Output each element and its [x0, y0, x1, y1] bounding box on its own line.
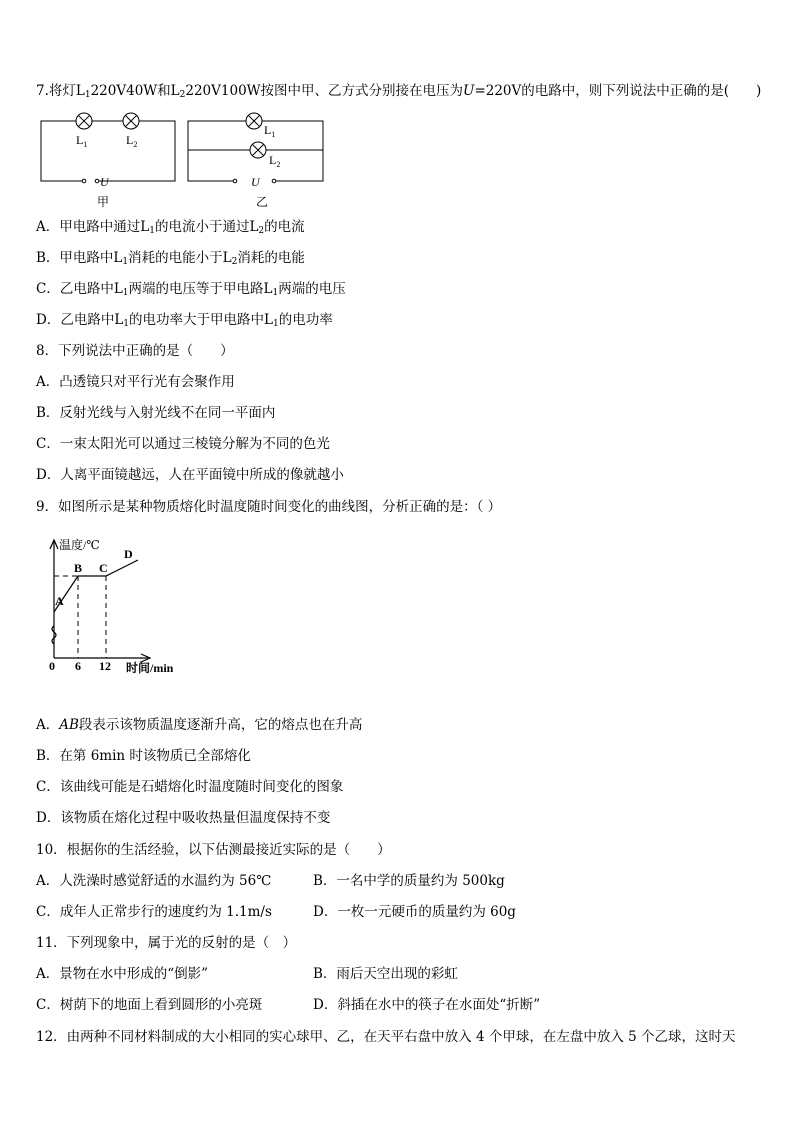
q11-option-b: B．雨后天空出现的彩虹: [313, 966, 458, 982]
q7-jia-bulb-l1: [76, 113, 92, 129]
q9-y-axis-label: 温度/℃: [59, 538, 100, 552]
q9-option-d: D．该物质在熔化过程中吸收热量但温度保持不变: [36, 810, 331, 826]
q7-jia-bulb-l2: [123, 113, 139, 129]
q7-yi-caption: 乙: [256, 195, 269, 208]
q11-option-d: D．斜插在水中的筷子在水面处“折断”: [313, 997, 541, 1013]
q9-tick-12: 12: [99, 659, 111, 673]
q9-point-a: A: [55, 594, 64, 608]
q10-option-d: D．一枚一元硬币的质量约为 60g: [313, 904, 516, 920]
q7-jia-caption: 甲: [97, 195, 110, 208]
q10-option-a: A．人洗澡时感觉舒适的水温约为 56℃: [36, 873, 272, 889]
q7-stem: 7.将灯$L_1220V40W$和$L_2220V100W$按图中甲、乙方式分别接在电压为U=220V的电路中，则下列说法中正确的是( ): [36, 83, 762, 100]
q7-yi-bulb-l2: [250, 142, 266, 158]
q8-option-c: C．一束太阳光可以通过三棱镜分解为不同的色光: [36, 436, 330, 452]
q9-option-c: C．该曲线可能是石蜡熔化时温度随时间变化的图象: [36, 779, 344, 795]
q9-tick-6: 6: [75, 659, 81, 673]
q7-option-a: A．甲电路中通过$L_1$的电流小于通过$L_2$的电流: [36, 219, 305, 236]
q7-option-d: D．乙电路中$L_1$的电功率大于甲电路中$L_1$的电功率: [36, 312, 333, 329]
q9-point-d: D: [124, 547, 133, 561]
q7-yi-l2-label: $L_2$: [269, 153, 281, 169]
q11-option-c: C．树荫下的地面上看到圆形的小亮斑: [36, 997, 263, 1013]
q9-option-b: B．在第 6min 时该物质已全部熔化: [36, 748, 251, 764]
q10-stem: 10．根据你的生活经验，以下估测最接近实际的是（ ）: [36, 842, 391, 858]
q8-option-a: A．凸透镜只对平行光有会聚作用: [36, 374, 235, 390]
q9-melting-graph: [30, 530, 230, 680]
q7-yi-l1-label: $L_1$: [264, 123, 276, 139]
q9-option-a: A．AB段表示该物质温度逐渐升高，它的熔点也在升高: [36, 717, 363, 733]
q8-option-d: D．人离平面镜越远，人在平面镜中所成的像就越小: [36, 467, 344, 483]
q7-yi-u-label: U: [251, 175, 260, 189]
q7-option-c: C．乙电路中$L_1$两端的电压等于甲电路$L_1$两端的电压: [36, 281, 346, 298]
q10-option-c: C．成年人正常步行的速度约为 1.1m/s: [36, 904, 272, 920]
q10-option-b: B．一名中学的质量约为 500kg: [313, 873, 505, 889]
q11-option-a: A．景物在水中形成的“倒影”: [36, 966, 209, 982]
q8-option-b: B．反射光线与入射光线不在同一平面内: [36, 405, 276, 421]
q9-x-axis-label: 时间/min: [126, 661, 174, 675]
q11-stem: 11．下列现象中，属于光的反射的是（ ）: [36, 935, 297, 951]
q9-stem: 9．如图所示是某种物质熔化时温度随时间变化的曲线图，分析正确的是：（ ）: [36, 499, 502, 515]
q9-origin-label: 0: [49, 659, 55, 673]
q7-jia-u-label: U: [100, 175, 109, 189]
q12-stem: 12．由两种不同材料制成的大小相同的实心球甲、乙，在天平右盘中放入 4 个甲球，在左盘中放入 5 个乙球，这时天: [36, 1029, 736, 1045]
q7-yi-bulb-l1: [246, 113, 262, 129]
q7-jia-l1-label: $L_1$: [76, 133, 88, 149]
q7-circuit-diagrams: [0, 108, 794, 208]
q7-jia-l2-label: $L_2$: [126, 133, 138, 149]
q8-stem: 8．下列说法中正确的是（ ）: [36, 343, 234, 359]
q9-point-c: C: [99, 561, 108, 575]
q7-option-b: B．甲电路中$L_1$消耗的电能小于$L_2$消耗的电能: [36, 250, 305, 267]
q9-point-b: B: [74, 561, 83, 575]
